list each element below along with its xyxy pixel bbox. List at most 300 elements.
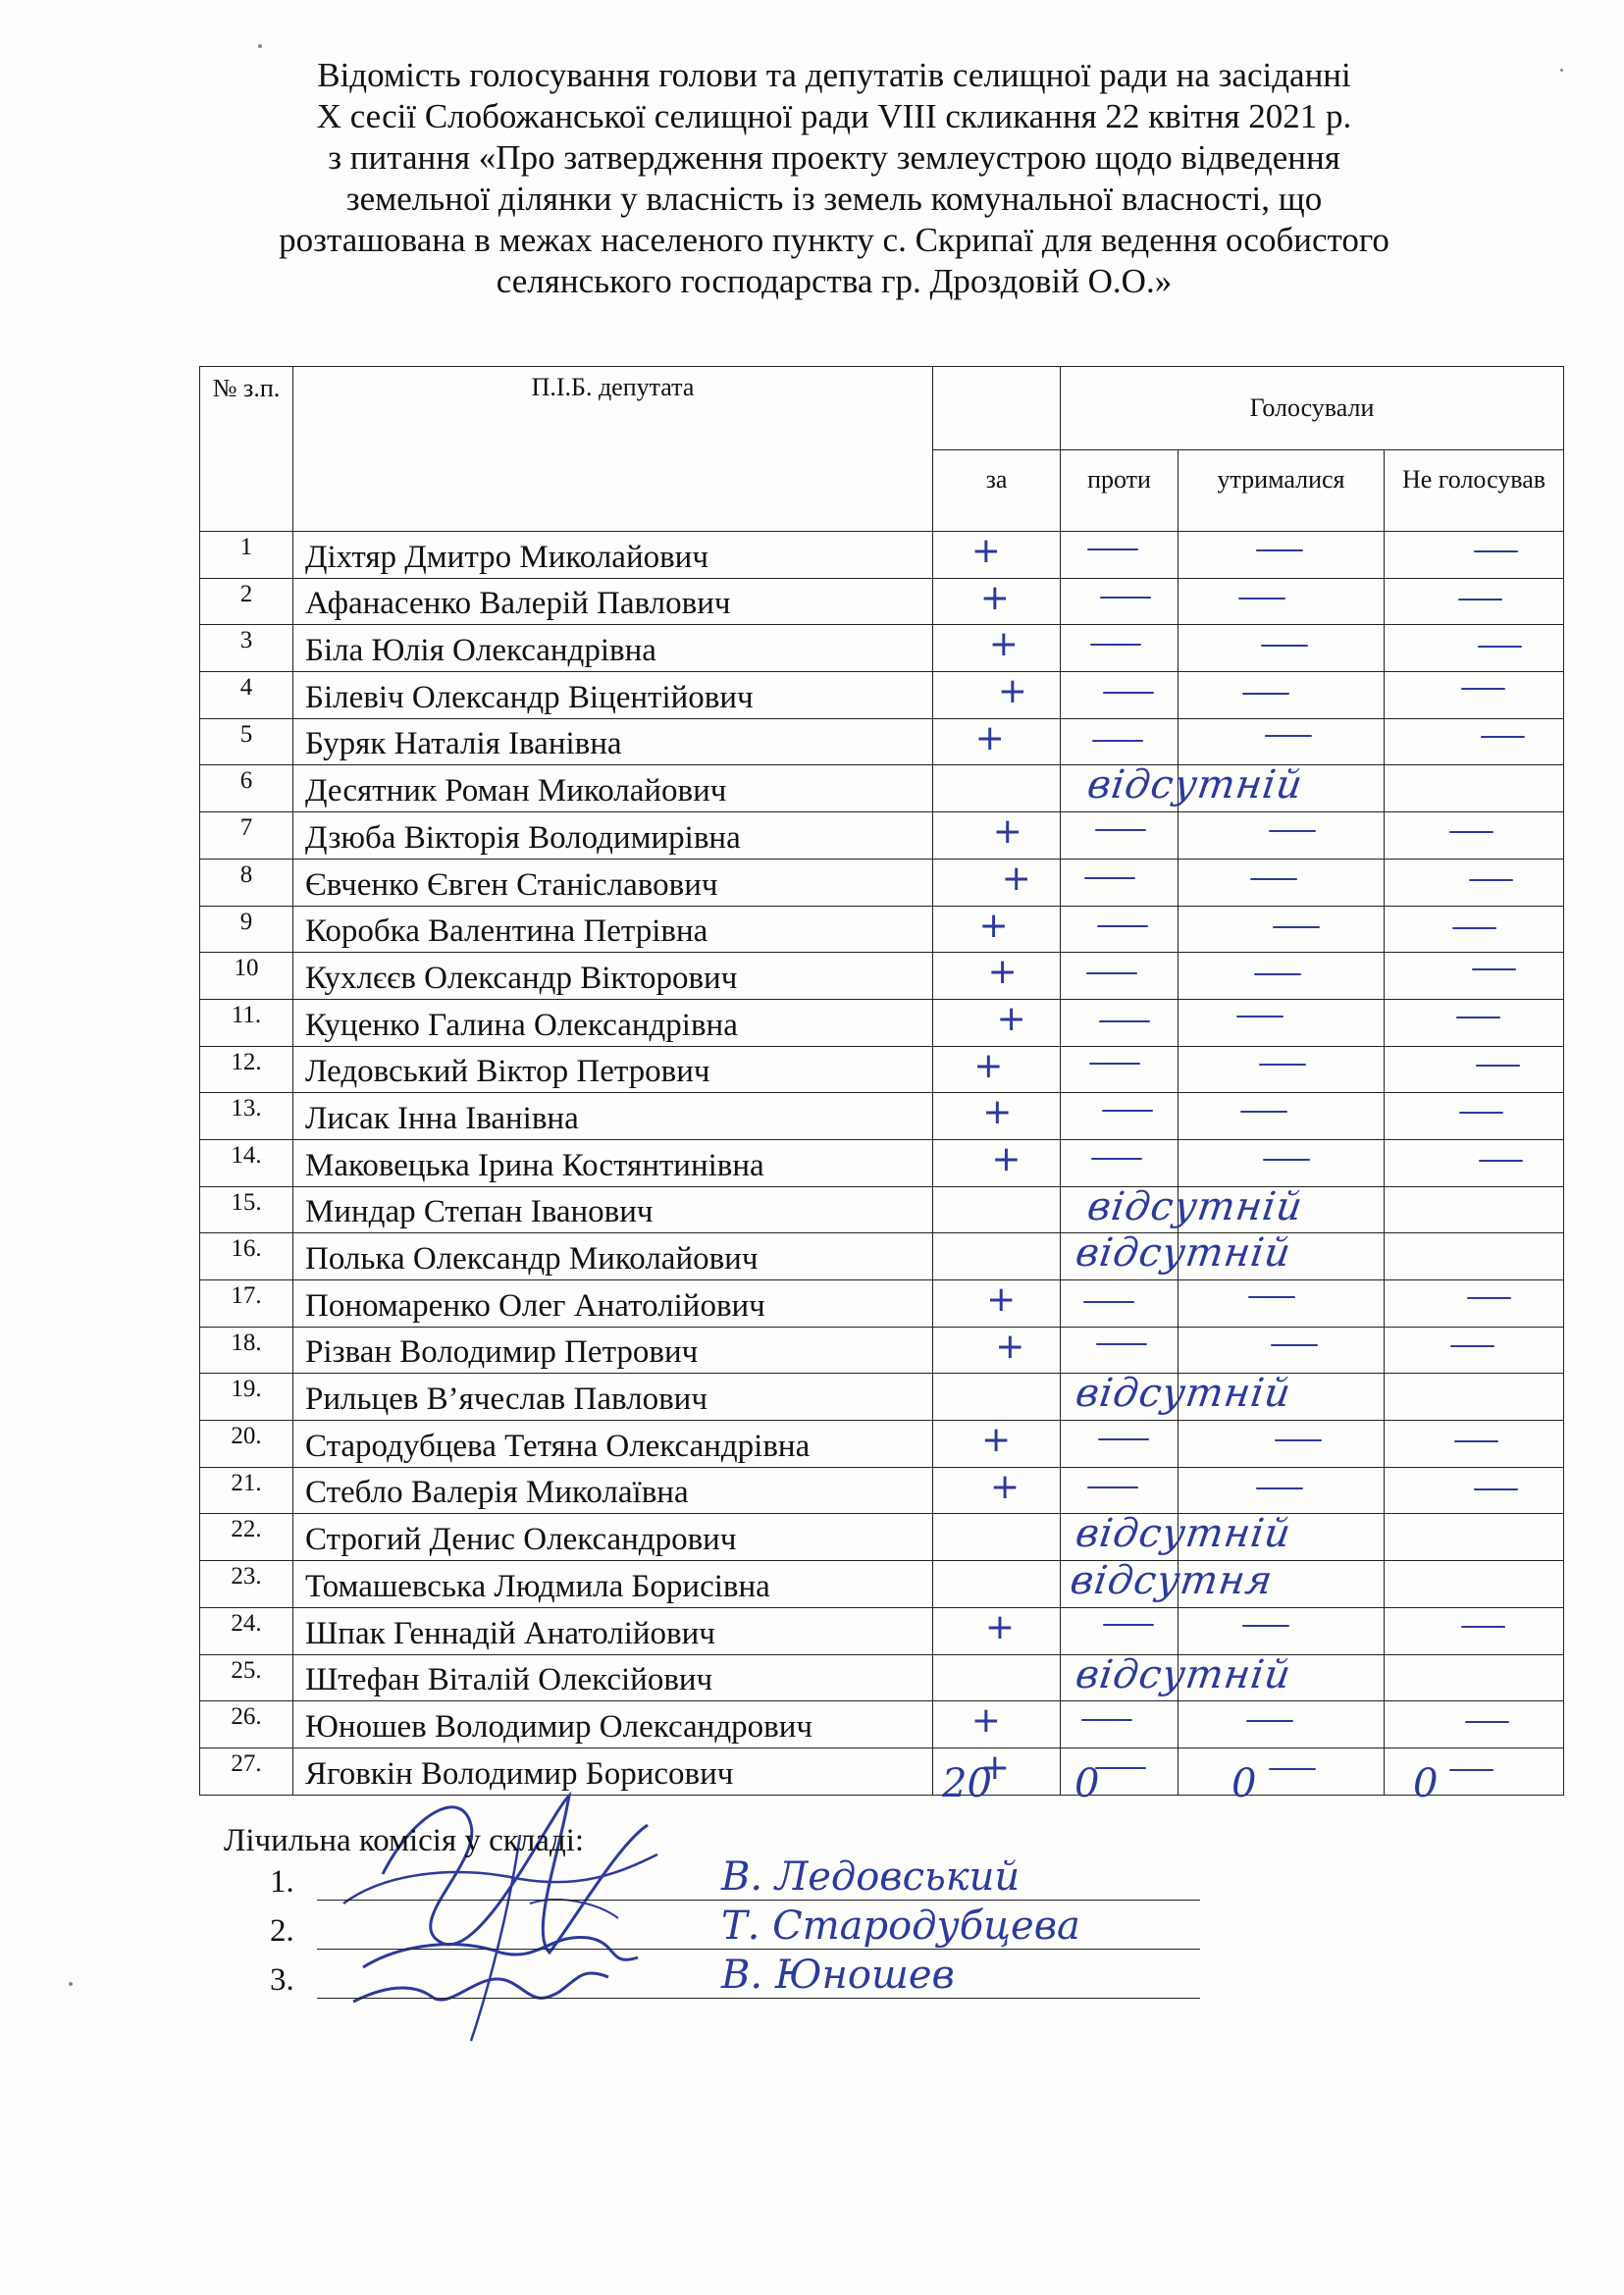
dash-mark — [1246, 1720, 1293, 1722]
plus-mark: + — [979, 1747, 1010, 1788]
plus-mark: + — [991, 1138, 1022, 1179]
absent-mark — [1061, 1558, 1277, 1607]
absent-mark — [1061, 1511, 1294, 1560]
deputy-name: Пономаренко Олег Анатолійович — [293, 1280, 933, 1328]
vote-not-voted-cell — [1385, 1421, 1564, 1468]
table-row — [200, 532, 1564, 579]
row-number: 23. — [200, 1561, 293, 1608]
vote-not-voted-cell — [1385, 1374, 1564, 1421]
signature-line — [317, 1900, 1200, 1901]
dash-mark — [1474, 1488, 1518, 1490]
vote-against-cell — [1061, 1230, 1294, 1280]
row-number: 4 — [200, 672, 293, 719]
plus-mark: + — [970, 531, 1001, 571]
row-number: 19. — [200, 1374, 293, 1421]
absent-text: відсутня — [1067, 1558, 1277, 1604]
vote-against-cell — [1061, 1046, 1179, 1093]
vote-against-cell — [1061, 953, 1179, 1000]
plus-mark: + — [996, 998, 1026, 1039]
total-against: 0 — [1074, 1761, 1100, 1806]
row-number: 27. — [200, 1747, 293, 1795]
vote-for-cell — [933, 1280, 1061, 1328]
vote-against-cell — [1061, 718, 1179, 765]
vote-not-voted-cell — [1385, 1467, 1564, 1514]
deputy-name: Буряк Наталія Іванівна — [293, 718, 933, 765]
table-row — [200, 1654, 1564, 1701]
vote-not-voted-cell — [1385, 718, 1564, 765]
table-row — [200, 1139, 1564, 1186]
absent-text: відсутній — [1073, 1511, 1294, 1557]
total-for: 20 — [942, 1761, 992, 1806]
table-row — [200, 812, 1564, 860]
total-abstained: 0 — [1231, 1761, 1257, 1806]
dash-mark — [1452, 927, 1496, 929]
row-number: 13. — [200, 1093, 293, 1140]
deputy-name: Рильцев В’ячеслав Павлович — [293, 1374, 933, 1421]
scan-speck — [1560, 69, 1563, 72]
absent-text: відсутній — [1073, 1230, 1294, 1277]
plus-mark: + — [1001, 858, 1031, 899]
plus-mark: + — [990, 1466, 1021, 1507]
header-not-voted: Не голосував — [1385, 450, 1564, 532]
vote-against-cell — [1061, 1607, 1179, 1654]
dash-mark — [1087, 548, 1138, 550]
row-number: 21. — [200, 1467, 293, 1514]
totals-row — [0, 1761, 1624, 1810]
signature-line — [317, 1998, 1200, 1999]
vote-against-cell — [1061, 1701, 1179, 1748]
plus-mark: + — [986, 1279, 1017, 1320]
dash-mark — [1479, 1160, 1523, 1162]
title-line: Відомість голосування голови та депутатів селищної ради на засіданні — [317, 56, 1351, 94]
vote-for-cell — [933, 578, 1061, 625]
vote-for-cell — [933, 1046, 1061, 1093]
dash-mark — [1458, 599, 1502, 600]
vote-against-cell — [1061, 1467, 1179, 1514]
table-row — [200, 765, 1564, 812]
signature-scribbles — [324, 1756, 736, 2051]
vote-for-cell — [933, 1139, 1061, 1186]
vote-abstained-cell — [1179, 1186, 1385, 1233]
plus-mark: + — [984, 1606, 1016, 1647]
vote-for-cell — [933, 625, 1061, 672]
deputy-name: Строгий Денис Олександрович — [293, 1514, 933, 1561]
dash-mark — [1091, 1158, 1142, 1160]
absent-text: відсутній — [1084, 762, 1306, 808]
row-number: 7 — [200, 812, 293, 860]
vote-against-cell — [1061, 1280, 1179, 1328]
vote-for-cell — [933, 718, 1061, 765]
vote-for-cell — [933, 1467, 1061, 1514]
plus-mark: + — [981, 1420, 1012, 1461]
plus-mark: + — [974, 717, 1005, 758]
total-not-voted: 0 — [1413, 1761, 1439, 1806]
dash-mark — [1271, 1344, 1318, 1346]
row-number: 25. — [200, 1654, 293, 1701]
dash-mark — [1461, 688, 1505, 690]
vote-against-cell — [1061, 999, 1179, 1046]
plus-mark: + — [987, 952, 1018, 993]
deputy-name: Кухлєєв Олександр Вікторович — [293, 953, 933, 1000]
vote-abstained-cell — [1179, 1654, 1385, 1701]
voting-table — [199, 366, 1564, 1796]
row-number: 10 — [200, 953, 293, 1000]
dash-mark — [1263, 1159, 1310, 1161]
table-row — [200, 1046, 1564, 1093]
title-line: з питання «Про затвердження проекту землеустрою щодо відведення — [328, 138, 1340, 177]
vote-not-voted-cell — [1385, 1654, 1564, 1701]
vote-against-cell — [1061, 1327, 1179, 1374]
vote-for-cell — [933, 1561, 1061, 1608]
dash-mark — [1095, 829, 1146, 831]
dash-mark — [1083, 1301, 1134, 1303]
row-number: 22. — [200, 1514, 293, 1561]
vote-abstained-cell — [1179, 1139, 1385, 1186]
absent-mark — [1061, 1371, 1294, 1420]
commission-line-2 — [270, 1904, 1080, 1950]
plus-mark: + — [982, 1092, 1013, 1133]
vote-not-voted-cell — [1385, 1093, 1564, 1140]
deputy-name: Десятник Роман Миколайович — [293, 765, 933, 812]
deputy-name: Миндар Степан Іванович — [293, 1186, 933, 1233]
header-against: проти — [1061, 450, 1179, 532]
vote-not-voted-cell — [1385, 578, 1564, 625]
dash-mark — [1086, 972, 1137, 974]
dash-mark — [1275, 1439, 1322, 1441]
commission-member-name: Т. Стародубцева — [721, 1904, 1080, 1949]
header-blank — [933, 367, 1061, 450]
vote-against-cell — [1061, 1183, 1306, 1233]
dash-mark — [1097, 925, 1148, 927]
dash-mark — [1261, 645, 1308, 647]
header-for: за — [933, 450, 1061, 532]
header-name: П.І.Б. депутата — [293, 367, 933, 532]
plus-mark: + — [973, 1045, 1004, 1086]
vote-against-cell — [1061, 812, 1179, 860]
row-number: 2 — [200, 578, 293, 625]
vote-not-voted-cell — [1385, 672, 1564, 719]
row-number: 1 — [200, 532, 293, 579]
commission-member-name: В. Юношев — [721, 1953, 955, 1998]
deputy-name: Діхтяр Дмитро Миколайович — [293, 532, 933, 579]
dash-mark — [1476, 1065, 1520, 1067]
dash-mark — [1273, 926, 1320, 928]
vote-for-cell — [933, 532, 1061, 579]
deputy-name: Біла Юлія Олександрівна — [293, 625, 933, 672]
dash-mark — [1103, 1624, 1154, 1626]
table-row — [200, 1186, 1564, 1233]
signature-line — [317, 1949, 1200, 1950]
header-voted: Голосували — [1061, 367, 1564, 450]
vote-abstained-cell — [1179, 578, 1385, 625]
scan-speck — [69, 1982, 73, 1986]
row-number: 9 — [200, 906, 293, 953]
vote-against-cell — [1061, 578, 1179, 625]
vote-abstained-cell — [1179, 1607, 1385, 1654]
vote-not-voted-cell — [1385, 1186, 1564, 1233]
row-number: 16. — [200, 1233, 293, 1280]
vote-for-cell — [933, 1327, 1061, 1374]
vote-abstained-cell — [1179, 1561, 1385, 1608]
vote-abstained-cell — [1179, 1327, 1385, 1374]
table-row — [200, 1093, 1564, 1140]
table-row — [200, 1607, 1564, 1654]
table-row — [200, 1561, 1564, 1608]
dash-mark — [1256, 1487, 1303, 1489]
dash-mark — [1269, 830, 1316, 832]
row-number: 18. — [200, 1327, 293, 1374]
dash-mark — [1254, 973, 1301, 975]
vote-for-cell — [933, 1421, 1061, 1468]
table-row — [200, 1421, 1564, 1468]
vote-abstained-cell — [1179, 859, 1385, 906]
dash-mark — [1081, 1719, 1132, 1721]
row-number: 12. — [200, 1046, 293, 1093]
vote-abstained-cell — [1179, 532, 1385, 579]
deputy-name: Ледовський Віктор Петрович — [293, 1046, 933, 1093]
dash-mark — [1096, 1343, 1147, 1345]
row-number: 14. — [200, 1139, 293, 1186]
dash-mark — [1090, 644, 1141, 646]
plus-mark: + — [988, 624, 1019, 665]
vote-abstained-cell — [1179, 812, 1385, 860]
table-row — [200, 999, 1564, 1046]
vote-against-cell — [1061, 1421, 1179, 1468]
dash-mark — [1087, 1487, 1138, 1488]
dash-mark — [1084, 877, 1135, 879]
title-line: розташована в межах населеного пункту с. Скрипаї для ведення особистого — [279, 221, 1389, 259]
commission-line-3 — [270, 1953, 955, 1999]
vote-abstained-cell — [1179, 1046, 1385, 1093]
row-number: 20. — [200, 1421, 293, 1468]
vote-against-cell — [1061, 762, 1306, 812]
vote-not-voted-cell — [1385, 625, 1564, 672]
vote-for-cell — [933, 672, 1061, 719]
vote-against-cell — [1061, 859, 1179, 906]
dash-mark — [1256, 549, 1303, 551]
deputy-name: Стародубцева Тетяна Олександрівна — [293, 1421, 933, 1468]
vote-abstained-cell — [1179, 765, 1385, 812]
plus-mark: + — [997, 671, 1027, 712]
vote-for-cell — [933, 953, 1061, 1000]
vote-for-cell — [933, 765, 1061, 812]
row-number: 3 — [200, 625, 293, 672]
dash-mark — [1098, 1438, 1149, 1440]
table-row — [200, 1374, 1564, 1421]
deputy-name: Яговкін Володимир Борисович — [293, 1747, 933, 1795]
deputy-name: Лисак Інна Іванівна — [293, 1093, 933, 1140]
title-line: селянського господарства гр. Дроздовій О.О.» — [496, 262, 1173, 300]
table-row — [200, 1701, 1564, 1748]
row-number: 17. — [200, 1280, 293, 1328]
vote-for-cell — [933, 999, 1061, 1046]
dash-mark — [1099, 1020, 1150, 1022]
vote-abstained-cell — [1179, 1421, 1385, 1468]
commission-member-name: В. Ледовський — [721, 1854, 1021, 1900]
vote-abstained-cell — [1179, 672, 1385, 719]
commission-line-number: 2. — [270, 1913, 294, 1949]
dash-mark — [1236, 1016, 1283, 1017]
dash-mark — [1238, 598, 1285, 600]
scan-speck — [258, 44, 262, 48]
table-row — [200, 859, 1564, 906]
vote-for-cell — [933, 906, 1061, 953]
header-abstained: утрималися — [1179, 450, 1385, 532]
vote-abstained-cell — [1179, 999, 1385, 1046]
vote-not-voted-cell — [1385, 1327, 1564, 1374]
dash-mark — [1250, 878, 1297, 880]
table-row — [200, 625, 1564, 672]
vote-for-cell — [933, 1374, 1061, 1421]
plus-mark: + — [970, 1700, 1001, 1742]
table-row — [200, 1327, 1564, 1374]
document-title — [177, 55, 1492, 302]
row-number: 5 — [200, 718, 293, 765]
dash-mark — [1089, 1063, 1140, 1065]
deputy-name: Стебло Валерія Миколаївна — [293, 1467, 933, 1514]
voting-table-body — [200, 532, 1564, 1796]
commission-line-number: 3. — [270, 1962, 294, 1998]
vote-not-voted-cell — [1385, 1280, 1564, 1328]
vote-not-voted-cell — [1385, 859, 1564, 906]
vote-not-voted-cell — [1385, 1561, 1564, 1608]
vote-against-cell — [1061, 906, 1179, 953]
vote-not-voted-cell — [1385, 1514, 1564, 1561]
dash-mark — [1472, 968, 1516, 970]
dash-mark — [1459, 1112, 1503, 1114]
vote-not-voted-cell — [1385, 812, 1564, 860]
deputy-name: Афанасенко Валерій Павлович — [293, 578, 933, 625]
vote-for-cell — [933, 812, 1061, 860]
title-line: Х сесії Слобожанської селищної ради VIII скликання 22 квітня 2021 р. — [316, 97, 1352, 135]
dash-mark — [1454, 1440, 1498, 1442]
table-row — [200, 672, 1564, 719]
table-row — [200, 718, 1564, 765]
plus-mark: + — [992, 811, 1022, 853]
vote-not-voted-cell — [1385, 1701, 1564, 1748]
dash-mark — [1481, 736, 1525, 738]
dash-mark — [1259, 1064, 1306, 1066]
dash-mark — [1478, 646, 1522, 648]
dash-mark — [1461, 1626, 1505, 1628]
table-row — [200, 1514, 1564, 1561]
plus-mark: + — [978, 905, 1009, 946]
vote-abstained-cell — [1179, 1374, 1385, 1421]
table-row — [200, 1280, 1564, 1328]
vote-for-cell — [933, 1514, 1061, 1561]
table-row — [200, 578, 1564, 625]
vote-for-cell — [933, 1654, 1061, 1701]
deputy-name: Дзюба Вікторія Володимирівна — [293, 812, 933, 860]
vote-for-cell — [933, 1093, 1061, 1140]
dash-mark — [1265, 735, 1312, 737]
vote-for-cell — [933, 859, 1061, 906]
absent-mark — [1061, 1230, 1294, 1279]
deputy-name: Євченко Євген Станіславович — [293, 859, 933, 906]
vote-against-cell — [1061, 672, 1179, 719]
vote-for-cell — [933, 1233, 1061, 1280]
vote-against-cell — [1061, 1651, 1294, 1701]
vote-abstained-cell — [1179, 625, 1385, 672]
plus-mark: + — [995, 1326, 1025, 1367]
vote-against-cell — [1061, 1371, 1294, 1421]
deputy-name: Маковецька Ірина Костянтинівна — [293, 1139, 933, 1186]
vote-abstained-cell — [1179, 1514, 1385, 1561]
dash-mark — [1474, 550, 1518, 552]
vote-not-voted-cell — [1385, 953, 1564, 1000]
deputy-name: Полька Олександр Миколайович — [293, 1233, 933, 1280]
commission-label: Лічильна комісія у складі: — [224, 1823, 585, 1858]
vote-abstained-cell — [1179, 718, 1385, 765]
deputy-name: Шпак Геннадій Анатолійович — [293, 1607, 933, 1654]
commission-line-number: 1. — [270, 1864, 294, 1900]
dash-mark — [1242, 1625, 1289, 1627]
row-number: 24. — [200, 1607, 293, 1654]
absent-mark — [1061, 762, 1306, 811]
row-number: 8 — [200, 859, 293, 906]
vote-abstained-cell — [1179, 906, 1385, 953]
vote-for-cell — [933, 1186, 1061, 1233]
dash-mark — [1248, 1296, 1295, 1298]
vote-against-cell — [1061, 532, 1179, 579]
deputy-name: Штефан Віталій Олексійович — [293, 1654, 933, 1701]
deputy-name: Білевіч Олександр Віцентійович — [293, 672, 933, 719]
vote-against-cell — [1061, 625, 1179, 672]
dash-mark — [1465, 1721, 1509, 1723]
vote-abstained-cell — [1179, 953, 1385, 1000]
dash-mark — [1242, 693, 1289, 695]
plus-mark: + — [979, 577, 1010, 618]
vote-against-cell — [1061, 1558, 1277, 1608]
table-row — [200, 1233, 1564, 1280]
dash-mark — [1240, 1111, 1287, 1113]
dash-mark — [1449, 831, 1493, 833]
vote-not-voted-cell — [1385, 999, 1564, 1046]
vote-abstained-cell — [1179, 1233, 1385, 1280]
deputy-name: Томашевська Людмила Борисівна — [293, 1561, 933, 1608]
table-row — [200, 906, 1564, 953]
deputy-name: Куценко Галина Олександрівна — [293, 999, 933, 1046]
dash-mark — [1092, 740, 1143, 742]
absent-text: відсутній — [1073, 1371, 1294, 1417]
vote-against-cell — [1061, 1511, 1294, 1561]
absent-mark — [1061, 1651, 1294, 1701]
vote-not-voted-cell — [1385, 1233, 1564, 1280]
row-number: 26. — [200, 1701, 293, 1748]
vote-abstained-cell — [1179, 1467, 1385, 1514]
deputy-name: Різван Володимир Петрович — [293, 1327, 933, 1374]
deputy-name: Юношев Володимир Олександрович — [293, 1701, 933, 1748]
dash-mark — [1103, 692, 1154, 694]
absent-text: відсутній — [1084, 1183, 1306, 1229]
row-number: 6 — [200, 765, 293, 812]
vote-not-voted-cell — [1385, 906, 1564, 953]
vote-against-cell — [1061, 1139, 1179, 1186]
vote-against-cell — [1061, 1093, 1179, 1140]
dash-mark — [1450, 1345, 1494, 1347]
dash-mark — [1467, 1297, 1511, 1299]
table-row — [200, 953, 1564, 1000]
deputy-name: Коробка Валентина Петрівна — [293, 906, 933, 953]
vote-abstained-cell — [1179, 1280, 1385, 1328]
header-number: № з.п. — [200, 367, 293, 532]
dash-mark — [1469, 879, 1513, 881]
row-number: 15. — [200, 1186, 293, 1233]
vote-not-voted-cell — [1385, 1607, 1564, 1654]
table-row — [200, 1467, 1564, 1514]
row-number: 11. — [200, 999, 293, 1046]
vote-not-voted-cell — [1385, 1139, 1564, 1186]
